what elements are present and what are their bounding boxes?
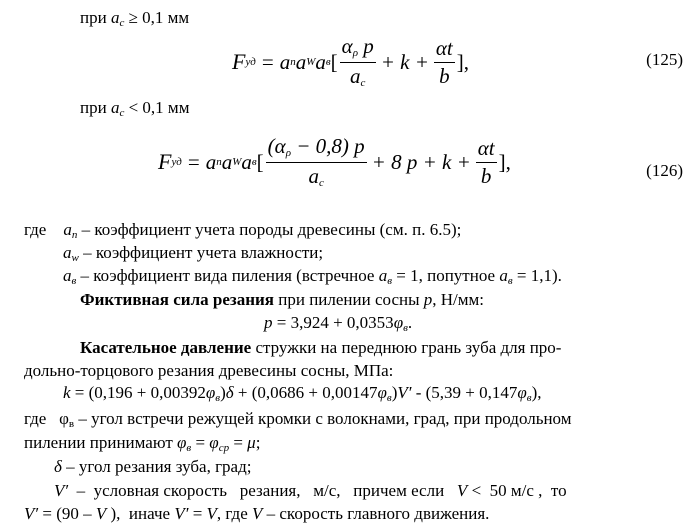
fraction-1 [266,133,367,189]
paragraph-text: , Н/мм: [432,290,485,309]
fraction-denominator: b [476,162,497,187]
variable: μ [247,433,256,452]
paragraph-text: дольно-торцового резания древесины сосны, МПа: [24,361,394,380]
variable: p [264,313,273,332]
fraction-numerator: $\alpha_\rho$ p [341,33,374,59]
subscript: W [232,155,242,168]
subscript: п [71,229,78,241]
definition-line-1 [24,221,461,241]
definition-text: – коэффициент учета влажности; [78,243,324,262]
definition-text: = (90 – [38,504,96,523]
eq-lhs: F [158,149,172,174]
variable: φ [393,313,404,332]
subscript: w [71,252,79,264]
formula-text: . [407,313,413,332]
subscript: в [325,55,331,68]
definition-text: – коэффициент учета породы древесины (см. п. 6.5); [77,220,462,239]
subscript: в [71,275,77,287]
paragraph-text: при пилении сосны [274,290,424,309]
subscript: W [306,55,316,68]
variable: V′ [174,504,189,523]
fraction-numerator: αt [477,135,495,160]
equation-number-125: (125) [646,50,683,69]
fraction-2 [434,35,455,88]
fraction-denominator: $a_c$ [340,62,376,89]
coef: a [205,149,217,174]
bracket-open: [ [330,49,338,74]
variable: δ [54,457,62,476]
bracket-close: ], [456,49,470,74]
v-definition-1 [54,482,567,499]
fictitious-force-line [80,291,484,308]
delta-definition [54,458,251,475]
eq-terms: + 8 p + k + [371,149,471,174]
eq-lhs-sub: уд [171,155,182,168]
coef: a [279,49,291,74]
v-definition-2 [24,505,489,522]
variable: k [63,383,71,402]
formula-text: ) [391,383,398,402]
coef: a [241,149,252,174]
definition-text: – угол встречи режущей кромки с волокнами, град, при продольном [74,409,572,428]
paragraph-text: стружки на переднюю грань зуба для про- [251,338,562,357]
condition-relation: < 0,1 мм [128,98,190,117]
variable: V′ [397,383,412,402]
tangential-line-2 [24,362,393,379]
variable: V [252,504,263,523]
bold-heading: Касательное давление [80,338,252,357]
definition-text: = [188,504,207,523]
definition-text: – коэффициент вида пиления (встречное [76,266,379,285]
bracket-close: ], [498,149,511,174]
variable: φ [517,383,527,402]
formula-text: ; [255,433,261,452]
variable: δ [225,383,234,402]
variable: a [110,8,120,27]
eq-lhs: F [232,49,246,74]
coef: a [315,49,326,74]
definition-text: = 1, попутное [392,266,500,285]
fraction-2 [476,135,497,188]
subscript: в [507,275,513,287]
definition-text: , где [216,504,252,523]
fraction-denominator: $a_c$ [266,162,367,189]
definition-text: ), иначе [106,504,175,523]
coef: a [221,149,233,174]
variable: p [423,290,433,309]
formula-text: = [191,433,210,452]
fraction-numerator: αt [435,35,453,60]
variable: φ [177,433,187,452]
definition-line-2 [63,244,323,264]
variable: φ [209,433,219,452]
definition-text: < 50 м/с , то [467,481,567,500]
where-word: где [24,409,47,428]
variable: V′ [54,481,69,500]
formula-text: = [229,433,248,452]
fraction-1 [340,33,376,89]
subscript: в [387,275,393,287]
phi-definition-2 [24,434,260,454]
variable: V′ [24,504,39,523]
subscript: n [216,155,222,168]
subscript: ср [218,442,230,454]
equation-125 [232,34,469,90]
variable: φ [377,383,387,402]
subscript: c [119,107,125,119]
fraction-numerator: $(\alpha_\rho - 0,8)$ p [267,133,365,159]
subscript: c [119,17,125,29]
definition-text: – угол резания зуба, град; [61,457,252,476]
eq-sign: = [261,49,274,74]
subscript: в [386,392,392,404]
variable: φ [59,409,69,428]
definition-text: – скорость главного движения. [262,504,490,523]
variable: V [206,504,217,523]
condition-prefix: при [80,98,107,117]
condition-prefix: при [80,8,107,27]
variable: a [63,220,72,239]
formula-text: + (0,0686 + 0,00147 [233,383,378,402]
condition-line-1 [80,9,189,29]
definition-text: = 1,1). [512,266,562,285]
variable: a [110,98,120,117]
k-formula [63,384,542,404]
tangential-line-1 [80,339,561,356]
where-word: где [24,220,47,239]
condition-line-2 [80,99,189,119]
definition-text: пилении принимают [24,433,177,452]
bracket-open: [ [256,149,264,174]
variable: V [456,481,468,500]
subscript: в [215,392,221,404]
variable: a [378,266,388,285]
coef: a [295,49,307,74]
subscript: в [68,418,75,430]
variable: a [499,266,508,285]
formula-text: = (0,196 + 0,00392 [70,383,206,402]
definition-text: – условная скорость резания, м/с, причем если [68,481,457,500]
eq-terms: + k + [380,49,429,74]
subscript: в [186,442,192,454]
equation-126 [158,132,511,192]
subscript: n [290,55,296,68]
variable: a [63,266,72,285]
formula-text: ) [220,383,226,402]
p-formula [264,314,412,334]
condition-relation: ≥ 0,1 мм [128,8,190,27]
formula-text: ), [531,383,542,402]
eq-sign: = [187,149,200,174]
phi-definition-1 [24,410,572,430]
equation-number-126: (126) [646,161,683,180]
bold-heading: Фиктивная сила резания [80,290,275,309]
subscript: в [251,155,257,168]
eq-lhs-sub: уд [245,55,256,68]
definition-line-3 [63,267,562,287]
variable: a [63,243,72,262]
subscript: в [526,392,532,404]
variable: φ [205,383,216,402]
formula-text: - (5,39 + 0,147 [411,383,518,402]
formula-text: = 3,924 + 0,0353 [272,313,394,332]
variable: V [95,504,107,523]
subscript: в [403,322,408,334]
fraction-denominator: b [434,62,455,87]
